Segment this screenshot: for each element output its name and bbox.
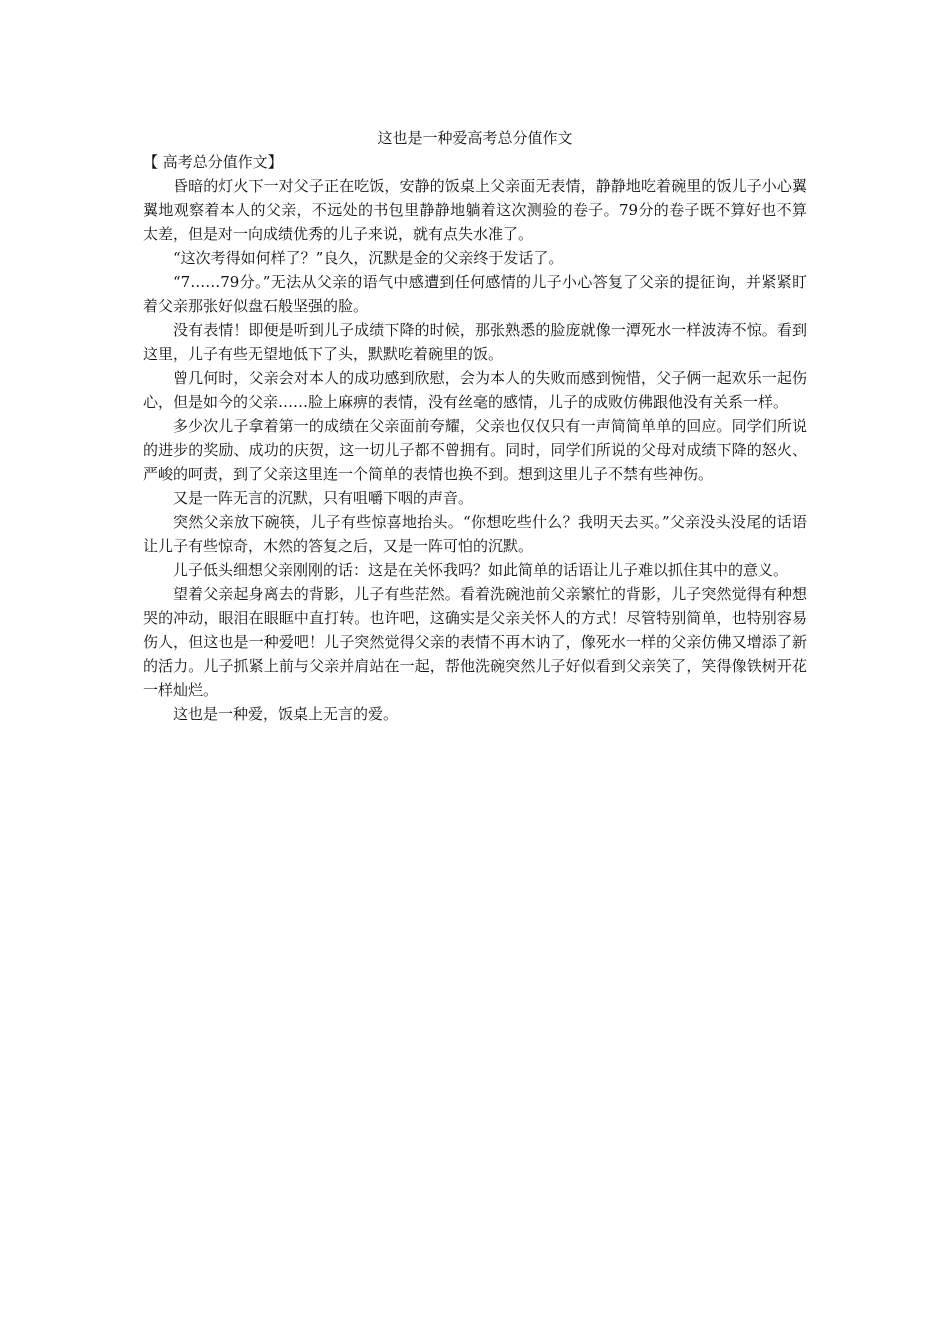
paragraph-5: 曾几何时，父亲会对本人的成功感到欣慰，会为本人的失败而感到惋惜，父子俩一起欢乐一起伤心，但是如今的父亲……脸上麻痹的表情，没有丝毫的感情，儿子的成败仿佛跟他没有关系一样。 <box>143 369 807 411</box>
document-page <box>143 126 807 726</box>
section-label: 【 高考总分值作文】 <box>143 153 283 171</box>
paragraph-3: “7……79分。”无法从父亲的语气中感遭到任何感情的儿子小心答复了父亲的提征询，并紧紧盯着父亲那张好似盘石般坚强的脸。 <box>143 273 807 315</box>
document-title: 这也是一种爱高考总分值作文 <box>377 129 573 147</box>
paragraph-1: 昏暗的灯火下一对父子正在吃饭，安静的饭桌上父亲面无表情，静静地吃着碗里的饭儿子小心翼翼地观察着本人的父亲，不远处的书包里静静地躺着这次测验的卷子。79分的卷子既不算好也不算太差，但是对一向成绩优秀的儿子来说，就有点失水准了。 <box>143 177 807 243</box>
paragraph-4: 没有表情！即便是听到儿子成绩下降的时候，那张熟悉的脸庞就像一潭死水一样波涛不惊。看到这里，儿子有些无望地低下了头，默默吃着碗里的饭。 <box>143 321 807 363</box>
paragraph-7: 又是一阵无言的沉默，只有咀嚼下咽的声音。 <box>173 489 474 507</box>
paragraph-2: “这次考得如何样了？”良久，沉默是金的父亲终于发话了。 <box>173 249 564 267</box>
paragraph-10: 望着父亲起身离去的背影，儿子有些茫然。看着洗碗池前父亲繁忙的背影，儿子突然觉得有种想哭的冲动，眼泪在眼眶中直打转。也许吧，这确实是父亲关怀人的方式！尽管特别简单，也特别容易伤人，但这也是一种爱吧！儿子突然觉得父亲的表情不再木讷了，像死水一样的父亲仿佛又增添了新的活力。儿子抓紧上前与父亲并肩站在一起，帮他洗碗突然儿子好似看到父亲笑了，笑得像铁树开花一样灿烂。 <box>143 585 807 699</box>
paragraph-8: 突然父亲放下碗筷，儿子有些惊喜地抬头。“你想吃些什么？我明天去买。”父亲没头没尾的话语让儿子有些惊奇，木然的答复之后，又是一阵可怕的沉默。 <box>143 513 807 555</box>
paragraph-6: 多少次儿子拿着第一的成绩在父亲面前夸耀，父亲也仅仅只有一声简简单单的回应。同学们所说的进步的奖励、成功的庆贺，这一切儿子都不曾拥有。同时，同学们所说的父母对成绩下降的怒火、严峻的呵责，到了父亲这里连一个简单的表情也换不到。想到这里儿子不禁有些神伤。 <box>143 417 807 483</box>
paragraph-9: 儿子低头细想父亲刚刚的话：这是在关怀我吗？如此简单的话语让儿子难以抓住其中的意义。 <box>173 561 789 579</box>
paragraph-11: 这也是一种爱，饭桌上无言的爱。 <box>173 705 399 723</box>
